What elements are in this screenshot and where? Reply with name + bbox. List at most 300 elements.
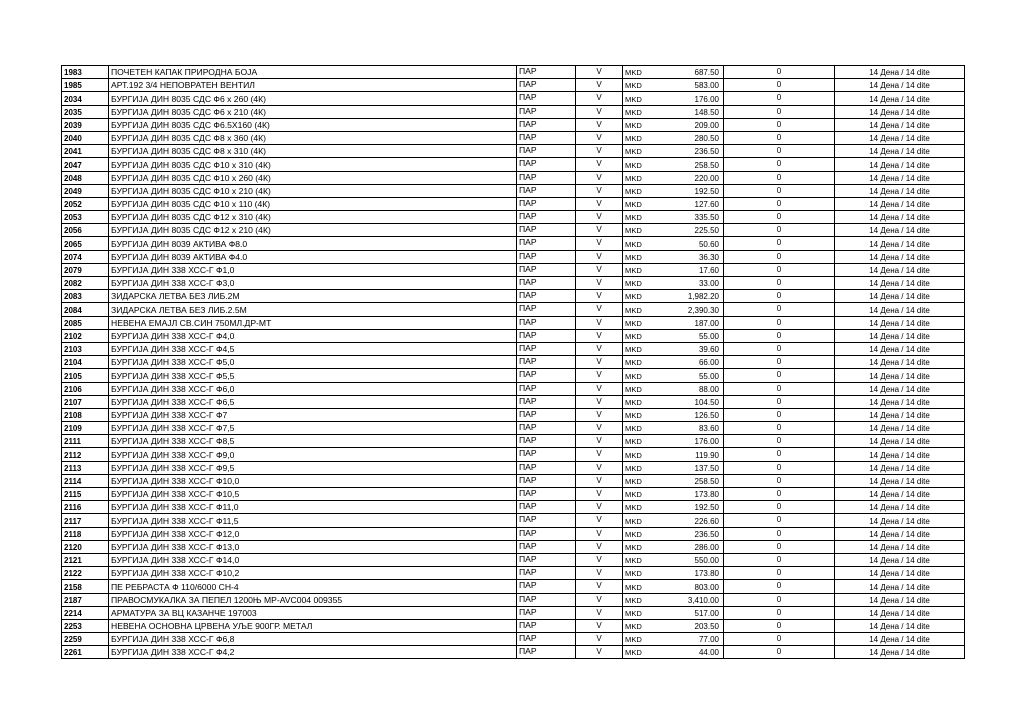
price-cell: 50.60 <box>653 237 724 250</box>
v-mark: V <box>576 250 623 263</box>
price-cell: 55.00 <box>653 329 724 342</box>
delivery-term-cell: 14 Дена / 14 dite <box>835 158 965 171</box>
delivery-term-cell: 14 Дена / 14 dite <box>835 408 965 421</box>
delivery-term-cell: 14 Дена / 14 dite <box>835 105 965 118</box>
currency-cell: MKD <box>623 158 653 171</box>
price-cell: 187.00 <box>653 316 724 329</box>
currency-cell: MKD <box>623 329 653 342</box>
table-row <box>62 395 965 408</box>
unit-cell: ПАР <box>517 501 576 514</box>
v-mark: V <box>576 224 623 237</box>
quantity-cell: 0 <box>724 646 835 659</box>
item-code: 2085 <box>62 316 109 329</box>
price-cell: 335.50 <box>653 211 724 224</box>
item-name: АРТ.192 3/4 НЕПОВРАТЕН ВЕНТИЛ <box>109 79 517 92</box>
currency-cell: MKD <box>623 171 653 184</box>
v-mark: V <box>576 435 623 448</box>
currency-cell: MKD <box>623 540 653 553</box>
item-code: 2111 <box>62 435 109 448</box>
quantity-cell: 0 <box>724 382 835 395</box>
quantity-cell: 0 <box>724 606 835 619</box>
table-row <box>62 580 965 593</box>
delivery-term-cell: 14 Дена / 14 dite <box>835 553 965 566</box>
currency-cell: MKD <box>623 488 653 501</box>
unit-cell: ПАР <box>517 395 576 408</box>
delivery-term-cell: 14 Дена / 14 dite <box>835 66 965 79</box>
v-mark: V <box>576 158 623 171</box>
price-cell: 226.60 <box>653 514 724 527</box>
delivery-term-cell: 14 Дена / 14 dite <box>835 488 965 501</box>
item-code: 2121 <box>62 553 109 566</box>
v-mark: V <box>576 501 623 514</box>
v-mark: V <box>576 382 623 395</box>
v-mark: V <box>576 171 623 184</box>
item-code: 2084 <box>62 303 109 316</box>
table-row <box>62 250 965 263</box>
unit-cell: ПАР <box>517 422 576 435</box>
currency-cell: MKD <box>623 92 653 105</box>
price-cell: 258.50 <box>653 474 724 487</box>
item-name: БУРГИЈА ДИН 338 ХСС-Г Ф13,0 <box>109 540 517 553</box>
price-cell: 209.00 <box>653 118 724 131</box>
v-mark: V <box>576 79 623 92</box>
delivery-term-cell: 14 Дена / 14 dite <box>835 606 965 619</box>
item-code: 2116 <box>62 501 109 514</box>
v-mark: V <box>576 211 623 224</box>
quantity-cell: 0 <box>724 369 835 382</box>
item-code: 2079 <box>62 263 109 276</box>
item-code: 2109 <box>62 422 109 435</box>
currency-cell: MKD <box>623 474 653 487</box>
table-row <box>62 540 965 553</box>
delivery-term-cell: 14 Дена / 14 dite <box>835 382 965 395</box>
table-row <box>62 408 965 421</box>
price-cell: 192.50 <box>653 501 724 514</box>
item-name: БУРГИЈА ДИН 338 ХСС-Г Ф9,5 <box>109 461 517 474</box>
unit-cell: ПАР <box>517 79 576 92</box>
unit-cell: ПАР <box>517 329 576 342</box>
price-cell: 2,390.30 <box>653 303 724 316</box>
quantity-cell: 0 <box>724 356 835 369</box>
item-code: 2082 <box>62 277 109 290</box>
unit-cell: ПАР <box>517 237 576 250</box>
item-name: БУРГИЈА ДИН 338 ХСС-Г Ф5,5 <box>109 369 517 382</box>
table-row <box>62 105 965 118</box>
price-cell: 137.50 <box>653 461 724 474</box>
item-name: БУРГИЈА ДИН 338 ХСС-Г Ф4,5 <box>109 342 517 355</box>
item-name: БУРГИЈА ДИН 338 ХСС-Г Ф7 <box>109 408 517 421</box>
currency-cell: MKD <box>623 224 653 237</box>
currency-cell: MKD <box>623 250 653 263</box>
delivery-term-cell: 14 Дена / 14 dite <box>835 580 965 593</box>
unit-cell: ПАР <box>517 250 576 263</box>
item-name: БУРГИЈА ДИН 8035 СДС Ф8 x 360 (4К) <box>109 131 517 144</box>
item-name: БУРГИЈА ДИН 338 ХСС-Г Ф7,5 <box>109 422 517 435</box>
v-mark: V <box>576 580 623 593</box>
unit-cell: ПАР <box>517 461 576 474</box>
unit-cell: ПАР <box>517 606 576 619</box>
item-name: БУРГИЈА ДИН 8035 СДС Ф6 x 260 (4К) <box>109 92 517 105</box>
price-cell: 225.50 <box>653 224 724 237</box>
item-name: БУРГИЈА ДИН 338 ХСС-Г Ф6,0 <box>109 382 517 395</box>
price-cell: 550.00 <box>653 553 724 566</box>
quantity-cell: 0 <box>724 395 835 408</box>
unit-cell: ПАР <box>517 633 576 646</box>
item-code: 2106 <box>62 382 109 395</box>
delivery-term-cell: 14 Дена / 14 dite <box>835 197 965 210</box>
unit-cell: ПАР <box>517 197 576 210</box>
v-mark: V <box>576 356 623 369</box>
v-mark: V <box>576 263 623 276</box>
delivery-term-cell: 14 Дена / 14 dite <box>835 342 965 355</box>
currency-cell: MKD <box>623 527 653 540</box>
currency-cell: MKD <box>623 646 653 659</box>
price-cell: 17.60 <box>653 263 724 276</box>
quantity-cell: 0 <box>724 211 835 224</box>
v-mark: V <box>576 540 623 553</box>
price-cell: 517.00 <box>653 606 724 619</box>
quantity-cell: 0 <box>724 422 835 435</box>
unit-cell: ПАР <box>517 474 576 487</box>
delivery-term-cell: 14 Дена / 14 dite <box>835 250 965 263</box>
item-code: 2112 <box>62 448 109 461</box>
item-name: БУРГИЈА ДИН 8035 СДС Ф12 x 310 (4К) <box>109 211 517 224</box>
price-cell: 280.50 <box>653 131 724 144</box>
item-code: 2083 <box>62 290 109 303</box>
table-row <box>62 527 965 540</box>
item-name: БУРГИЈА ДИН 338 ХСС-Г Ф10,2 <box>109 567 517 580</box>
v-mark: V <box>576 316 623 329</box>
price-cell: 55.00 <box>653 369 724 382</box>
v-mark: V <box>576 369 623 382</box>
quantity-cell: 0 <box>724 105 835 118</box>
item-name: ПОЧЕТЕН КАПАК ПРИРОДНА БОЈА <box>109 66 517 79</box>
delivery-term-cell: 14 Дена / 14 dite <box>835 514 965 527</box>
unit-cell: ПАР <box>517 66 576 79</box>
price-cell: 127.60 <box>653 197 724 210</box>
currency-cell: MKD <box>623 131 653 144</box>
v-mark: V <box>576 474 623 487</box>
quantity-cell: 0 <box>724 184 835 197</box>
delivery-term-cell: 14 Дена / 14 dite <box>835 79 965 92</box>
unit-cell: ПАР <box>517 342 576 355</box>
unit-cell: ПАР <box>517 369 576 382</box>
item-name: БУРГИЈА ДИН 338 ХСС-Г Ф10,5 <box>109 488 517 501</box>
quantity-cell: 0 <box>724 408 835 421</box>
currency-cell: MKD <box>623 382 653 395</box>
price-cell: 236.50 <box>653 527 724 540</box>
quantity-cell: 0 <box>724 250 835 263</box>
price-cell: 220.00 <box>653 171 724 184</box>
unit-cell: ПАР <box>517 646 576 659</box>
item-code: 2261 <box>62 646 109 659</box>
quantity-cell: 0 <box>724 316 835 329</box>
item-name: БУРГИЈА ДИН 338 ХСС-Г Ф10,0 <box>109 474 517 487</box>
v-mark: V <box>576 527 623 540</box>
item-code: 2074 <box>62 250 109 263</box>
item-name: БУРГИЈА ДИН 338 ХСС-Г Ф8,5 <box>109 435 517 448</box>
item-name: БУРГИЈА ДИН 338 ХСС-Г Ф4,2 <box>109 646 517 659</box>
delivery-term-cell: 14 Дена / 14 dite <box>835 263 965 276</box>
table-row <box>62 66 965 79</box>
quantity-cell: 0 <box>724 197 835 210</box>
currency-cell: MKD <box>623 369 653 382</box>
table-body <box>62 66 965 659</box>
quantity-cell: 0 <box>724 277 835 290</box>
v-mark: V <box>576 92 623 105</box>
item-code: 2108 <box>62 408 109 421</box>
currency-cell: MKD <box>623 448 653 461</box>
quantity-cell: 0 <box>724 237 835 250</box>
table-row <box>62 619 965 632</box>
table-row <box>62 461 965 474</box>
item-code: 2158 <box>62 580 109 593</box>
v-mark: V <box>576 448 623 461</box>
item-name: БУРГИЈА ДИН 8035 СДС Ф6.5X160 (4К) <box>109 118 517 131</box>
v-mark: V <box>576 646 623 659</box>
delivery-term-cell: 14 Дена / 14 dite <box>835 131 965 144</box>
item-name: ПЕ РЕБРАСТА Ф 110/6000 СН-4 <box>109 580 517 593</box>
unit-cell: ПАР <box>517 224 576 237</box>
delivery-term-cell: 14 Дена / 14 dite <box>835 567 965 580</box>
quantity-cell: 0 <box>724 448 835 461</box>
v-mark: V <box>576 277 623 290</box>
v-mark: V <box>576 105 623 118</box>
item-code: 2107 <box>62 395 109 408</box>
item-code: 2039 <box>62 118 109 131</box>
quantity-cell: 0 <box>724 527 835 540</box>
quantity-cell: 0 <box>724 474 835 487</box>
table-row <box>62 171 965 184</box>
delivery-term-cell: 14 Дена / 14 dite <box>835 290 965 303</box>
item-code: 2052 <box>62 197 109 210</box>
item-code: 2104 <box>62 356 109 369</box>
item-code: 2102 <box>62 329 109 342</box>
v-mark: V <box>576 461 623 474</box>
table-row <box>62 237 965 250</box>
price-cell: 803.00 <box>653 580 724 593</box>
item-code: 2122 <box>62 567 109 580</box>
delivery-term-cell: 14 Дена / 14 dite <box>835 474 965 487</box>
currency-cell: MKD <box>623 633 653 646</box>
price-cell: 176.00 <box>653 92 724 105</box>
currency-cell: MKD <box>623 145 653 158</box>
quantity-cell: 0 <box>724 461 835 474</box>
item-name: НЕВЕНА ЕМАЈЛ СВ.СИН 750МЛ.ДР-МТ <box>109 316 517 329</box>
table-row <box>62 342 965 355</box>
unit-cell: ПАР <box>517 158 576 171</box>
price-cell: 236.50 <box>653 145 724 158</box>
delivery-term-cell: 14 Дена / 14 dite <box>835 224 965 237</box>
item-name: АРМАТУРА ЗА ВЦ КАЗАНЧЕ 197003 <box>109 606 517 619</box>
quantity-cell: 0 <box>724 171 835 184</box>
item-name: БУРГИЈА ДИН 338 ХСС-Г Ф4,0 <box>109 329 517 342</box>
table-row <box>62 369 965 382</box>
delivery-term-cell: 14 Дена / 14 dite <box>835 527 965 540</box>
table-row <box>62 382 965 395</box>
unit-cell: ПАР <box>517 435 576 448</box>
unit-cell: ПАР <box>517 514 576 527</box>
currency-cell: MKD <box>623 237 653 250</box>
item-name: БУРГИЈА ДИН 8035 СДС Ф10 x 310 (4К) <box>109 158 517 171</box>
currency-cell: MKD <box>623 263 653 276</box>
price-cell: 258.50 <box>653 158 724 171</box>
item-code: 2214 <box>62 606 109 619</box>
v-mark: V <box>576 514 623 527</box>
item-code: 2047 <box>62 158 109 171</box>
table-row <box>62 567 965 580</box>
currency-cell: MKD <box>623 593 653 606</box>
item-name: НЕВЕНА ОСНОВНА ЦРВЕНА УЉЕ 900ГР. МЕТАЛ <box>109 619 517 632</box>
table-row <box>62 197 965 210</box>
v-mark: V <box>576 303 623 316</box>
v-mark: V <box>576 422 623 435</box>
v-mark: V <box>576 342 623 355</box>
table-row <box>62 474 965 487</box>
quantity-cell: 0 <box>724 514 835 527</box>
price-cell: 1,982.20 <box>653 290 724 303</box>
currency-cell: MKD <box>623 461 653 474</box>
price-cell: 126.50 <box>653 408 724 421</box>
price-cell: 44.00 <box>653 646 724 659</box>
unit-cell: ПАР <box>517 553 576 566</box>
delivery-term-cell: 14 Дена / 14 dite <box>835 633 965 646</box>
delivery-term-cell: 14 Дена / 14 dite <box>835 356 965 369</box>
table-row <box>62 435 965 448</box>
item-name: БУРГИЈА ДИН 8035 СДС Ф6 x 210 (4К) <box>109 105 517 118</box>
quantity-cell: 0 <box>724 593 835 606</box>
item-name: БУРГИЈА ДИН 338 ХСС-Г Ф9,0 <box>109 448 517 461</box>
delivery-term-cell: 14 Дена / 14 dite <box>835 395 965 408</box>
unit-cell: ПАР <box>517 303 576 316</box>
price-cell: 66.00 <box>653 356 724 369</box>
table-row <box>62 606 965 619</box>
delivery-term-cell: 14 Дена / 14 dite <box>835 145 965 158</box>
delivery-term-cell: 14 Дена / 14 dite <box>835 448 965 461</box>
v-mark: V <box>576 131 623 144</box>
unit-cell: ПАР <box>517 263 576 276</box>
table-row <box>62 633 965 646</box>
quantity-cell: 0 <box>724 619 835 632</box>
item-code: 2040 <box>62 131 109 144</box>
currency-cell: MKD <box>623 290 653 303</box>
v-mark: V <box>576 567 623 580</box>
unit-cell: ПАР <box>517 145 576 158</box>
item-name: БУРГИЈА ДИН 338 ХСС-Г Ф11,0 <box>109 501 517 514</box>
quantity-cell: 0 <box>724 501 835 514</box>
v-mark: V <box>576 329 623 342</box>
price-cell: 39.60 <box>653 342 724 355</box>
currency-cell: MKD <box>623 105 653 118</box>
currency-cell: MKD <box>623 211 653 224</box>
delivery-term-cell: 14 Дена / 14 dite <box>835 435 965 448</box>
quantity-cell: 0 <box>724 79 835 92</box>
item-code: 2034 <box>62 92 109 105</box>
item-code: 2187 <box>62 593 109 606</box>
unit-cell: ПАР <box>517 118 576 131</box>
price-cell: 687.50 <box>653 66 724 79</box>
item-name: БУРГИЈА ДИН 8035 СДС Ф12 x 210 (4К) <box>109 224 517 237</box>
currency-cell: MKD <box>623 514 653 527</box>
v-mark: V <box>576 395 623 408</box>
quantity-cell: 0 <box>724 553 835 566</box>
table-row <box>62 488 965 501</box>
price-cell: 583.00 <box>653 79 724 92</box>
item-code: 2103 <box>62 342 109 355</box>
unit-cell: ПАР <box>517 105 576 118</box>
table-row <box>62 118 965 131</box>
delivery-term-cell: 14 Дена / 14 dite <box>835 237 965 250</box>
item-code: 2117 <box>62 514 109 527</box>
v-mark: V <box>576 237 623 250</box>
delivery-term-cell: 14 Дена / 14 dite <box>835 303 965 316</box>
v-mark: V <box>576 197 623 210</box>
table-row <box>62 422 965 435</box>
v-mark: V <box>576 488 623 501</box>
currency-cell: MKD <box>623 356 653 369</box>
price-cell: 286.00 <box>653 540 724 553</box>
item-code: 2259 <box>62 633 109 646</box>
currency-cell: MKD <box>623 501 653 514</box>
v-mark: V <box>576 606 623 619</box>
delivery-term-cell: 14 Дена / 14 dite <box>835 329 965 342</box>
item-code: 2113 <box>62 461 109 474</box>
price-cell: 148.50 <box>653 105 724 118</box>
unit-cell: ПАР <box>517 382 576 395</box>
currency-cell: MKD <box>623 567 653 580</box>
quantity-cell: 0 <box>724 263 835 276</box>
item-name: БУРГИЈА ДИН 8039 АКТИВА Ф8.0 <box>109 237 517 250</box>
table-row <box>62 131 965 144</box>
currency-cell: MKD <box>623 395 653 408</box>
currency-cell: MKD <box>623 408 653 421</box>
item-name: ПРАВОСМУКАЛКА ЗА ПЕПЕЛ 1200Њ MP-AVC004 009355 <box>109 593 517 606</box>
unit-cell: ПАР <box>517 211 576 224</box>
price-cell: 33.00 <box>653 277 724 290</box>
v-mark: V <box>576 184 623 197</box>
table-row <box>62 448 965 461</box>
unit-cell: ПАР <box>517 408 576 421</box>
item-code: 2056 <box>62 224 109 237</box>
currency-cell: MKD <box>623 606 653 619</box>
delivery-term-cell: 14 Дена / 14 dite <box>835 118 965 131</box>
currency-cell: MKD <box>623 553 653 566</box>
unit-cell: ПАР <box>517 488 576 501</box>
item-name: БУРГИЈА ДИН 8039 АКТИВА Ф4.0 <box>109 250 517 263</box>
unit-cell: ПАР <box>517 316 576 329</box>
item-code: 2065 <box>62 237 109 250</box>
v-mark: V <box>576 593 623 606</box>
price-cell: 119.90 <box>653 448 724 461</box>
currency-cell: MKD <box>623 197 653 210</box>
quantity-cell: 0 <box>724 435 835 448</box>
item-code: 2049 <box>62 184 109 197</box>
item-name: ЗИДАРСКА ЛЕТВА БЕЗ ЛИБ.2.5М <box>109 303 517 316</box>
price-cell: 77.00 <box>653 633 724 646</box>
table-row <box>62 290 965 303</box>
item-name: БУРГИЈА ДИН 338 ХСС-Г Ф14,0 <box>109 553 517 566</box>
quantity-cell: 0 <box>724 567 835 580</box>
delivery-term-cell: 14 Дена / 14 dite <box>835 92 965 105</box>
delivery-term-cell: 14 Дена / 14 dite <box>835 501 965 514</box>
item-name: БУРГИЈА ДИН 8035 СДС Ф10 x 110 (4К) <box>109 197 517 210</box>
table-row <box>62 316 965 329</box>
table-row <box>62 553 965 566</box>
delivery-term-cell: 14 Дена / 14 dite <box>835 369 965 382</box>
price-cell: 83.60 <box>653 422 724 435</box>
currency-cell: MKD <box>623 316 653 329</box>
price-cell: 176.00 <box>653 435 724 448</box>
